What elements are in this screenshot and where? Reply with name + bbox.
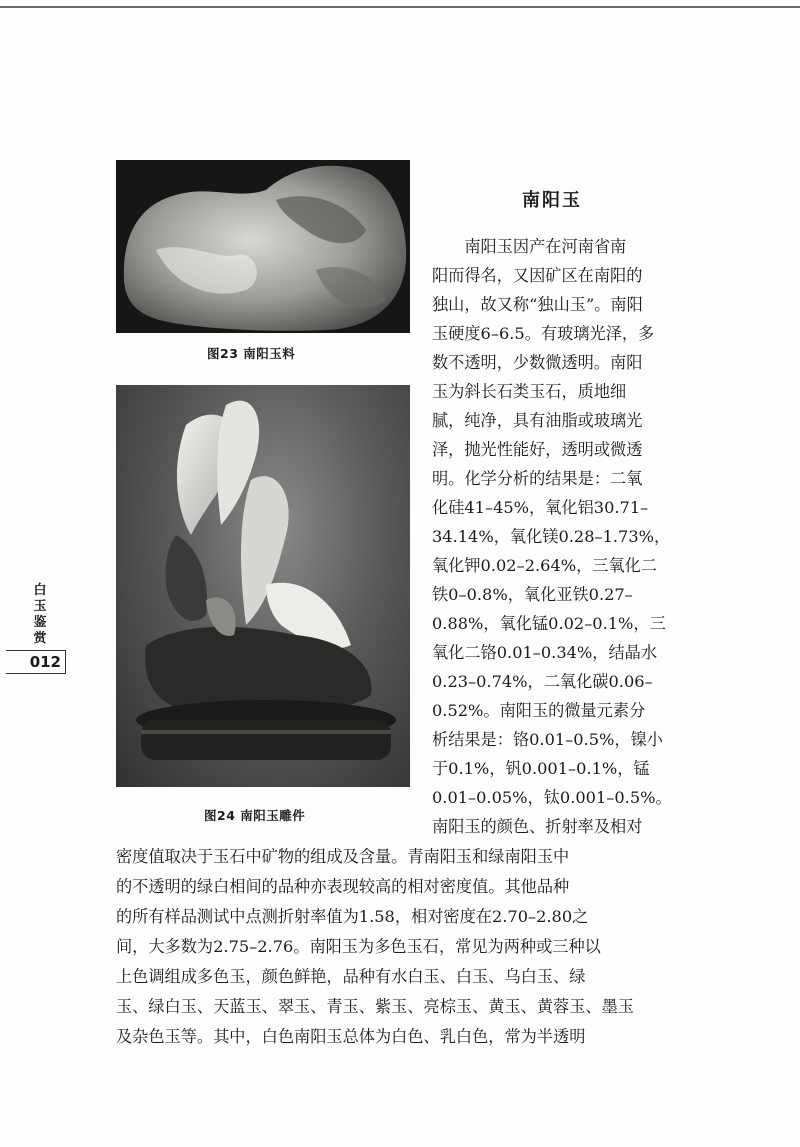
jade-carving-photo: [116, 385, 410, 787]
figure-23-caption: 图23 南阳玉料: [207, 346, 296, 361]
section-heading: 南阳玉: [522, 190, 582, 211]
page-number: 012: [6, 650, 66, 674]
raw-jade-photo: [116, 160, 410, 333]
paragraph-line: 析结果是：铬0.01–0.5%，镍小: [432, 730, 663, 749]
paragraph-line: 0.01–0.05%，钛0.001–0.5%。: [432, 788, 672, 807]
paragraph-line: 玉硬度6–6.5。有玻璃光泽，多: [432, 324, 655, 343]
paragraph-line: 的所有样品测试中点测折射率值为1.58，相对密度在2.70–2.80之: [116, 907, 589, 926]
running-title-char: 赏: [33, 631, 47, 646]
top-rule: [0, 6, 800, 8]
paragraph-line: 0.52%。南阳玉的微量元素分: [432, 701, 646, 720]
paragraph-line: 氧化钾0.02–2.64%，三氧化二: [432, 556, 658, 575]
paragraph-line: 南阳玉因产在河南省南: [432, 237, 627, 256]
paragraph-line: 间，大多数为2.75–2.76。南阳玉为多色玉石，常见为两种或三种以: [116, 937, 601, 956]
paragraph-line: 南阳玉的颜色、折射率及相对: [432, 817, 643, 836]
paragraph-line: 0.88%，氧化锰0.02–0.1%，三: [432, 614, 666, 633]
paragraph-line: 腻，纯净，具有油脂或玻璃光: [432, 411, 643, 430]
paragraph-line: 泽，抛光性能好，透明或微透: [432, 440, 643, 459]
paragraph-line: 明。化学分析的结果是：二氧: [432, 469, 643, 488]
running-title-char: 玉: [33, 599, 47, 614]
paragraph-line: 于0.1%，钒0.001–0.1%，锰: [432, 759, 650, 778]
paragraph-line: 氧化二铬0.01–0.34%，结晶水: [432, 643, 658, 662]
paragraph-line: 及杂色玉等。其中，白色南阳玉总体为白色、乳白色，常为半透明: [116, 1027, 586, 1046]
figure-24-caption: 图24 南阳玉雕件: [204, 808, 306, 823]
running-title: [12, 583, 68, 647]
paragraph-line: 的不透明的绿白相间的品种亦表现较高的相对密度值。其他品种: [116, 877, 570, 896]
running-title-char: 鉴: [33, 615, 47, 630]
paragraph-line: 密度值取决于玉石中矿物的组成及含量。青南阳玉和绿南阳玉中: [116, 847, 570, 866]
paragraph-line: 独山，故又称“独山玉”。南阳: [432, 295, 643, 314]
paragraph-line: 化硅41–45%，氧化铝30.71–: [432, 498, 649, 517]
paragraph-line: 铁0–0.8%，氧化亚铁0.27–: [432, 585, 633, 604]
paragraph-line: 玉为斜长石类玉石，质地细: [432, 382, 627, 401]
paragraph-line: 数不透明，少数微透明。南阳: [432, 353, 643, 372]
paragraph-line: 玉、绿白玉、天蓝玉、翠玉、青玉、紫玉、亮棕玉、黄玉、黄蓉玉、墨玉: [116, 997, 634, 1016]
running-title-char: 白: [33, 583, 47, 598]
paragraph-line: 0.23–0.74%，二氧化碳0.06–: [432, 672, 653, 691]
paragraph-line: 阳而得名，又因矿区在南阳的: [432, 266, 643, 285]
paragraph-line: 34.14%，氧化镁0.28–1.73%，: [432, 527, 671, 546]
paragraph-line: 上色调组成多色玉，颜色鲜艳，品种有水白玉、白玉、乌白玉、绿: [116, 967, 586, 986]
